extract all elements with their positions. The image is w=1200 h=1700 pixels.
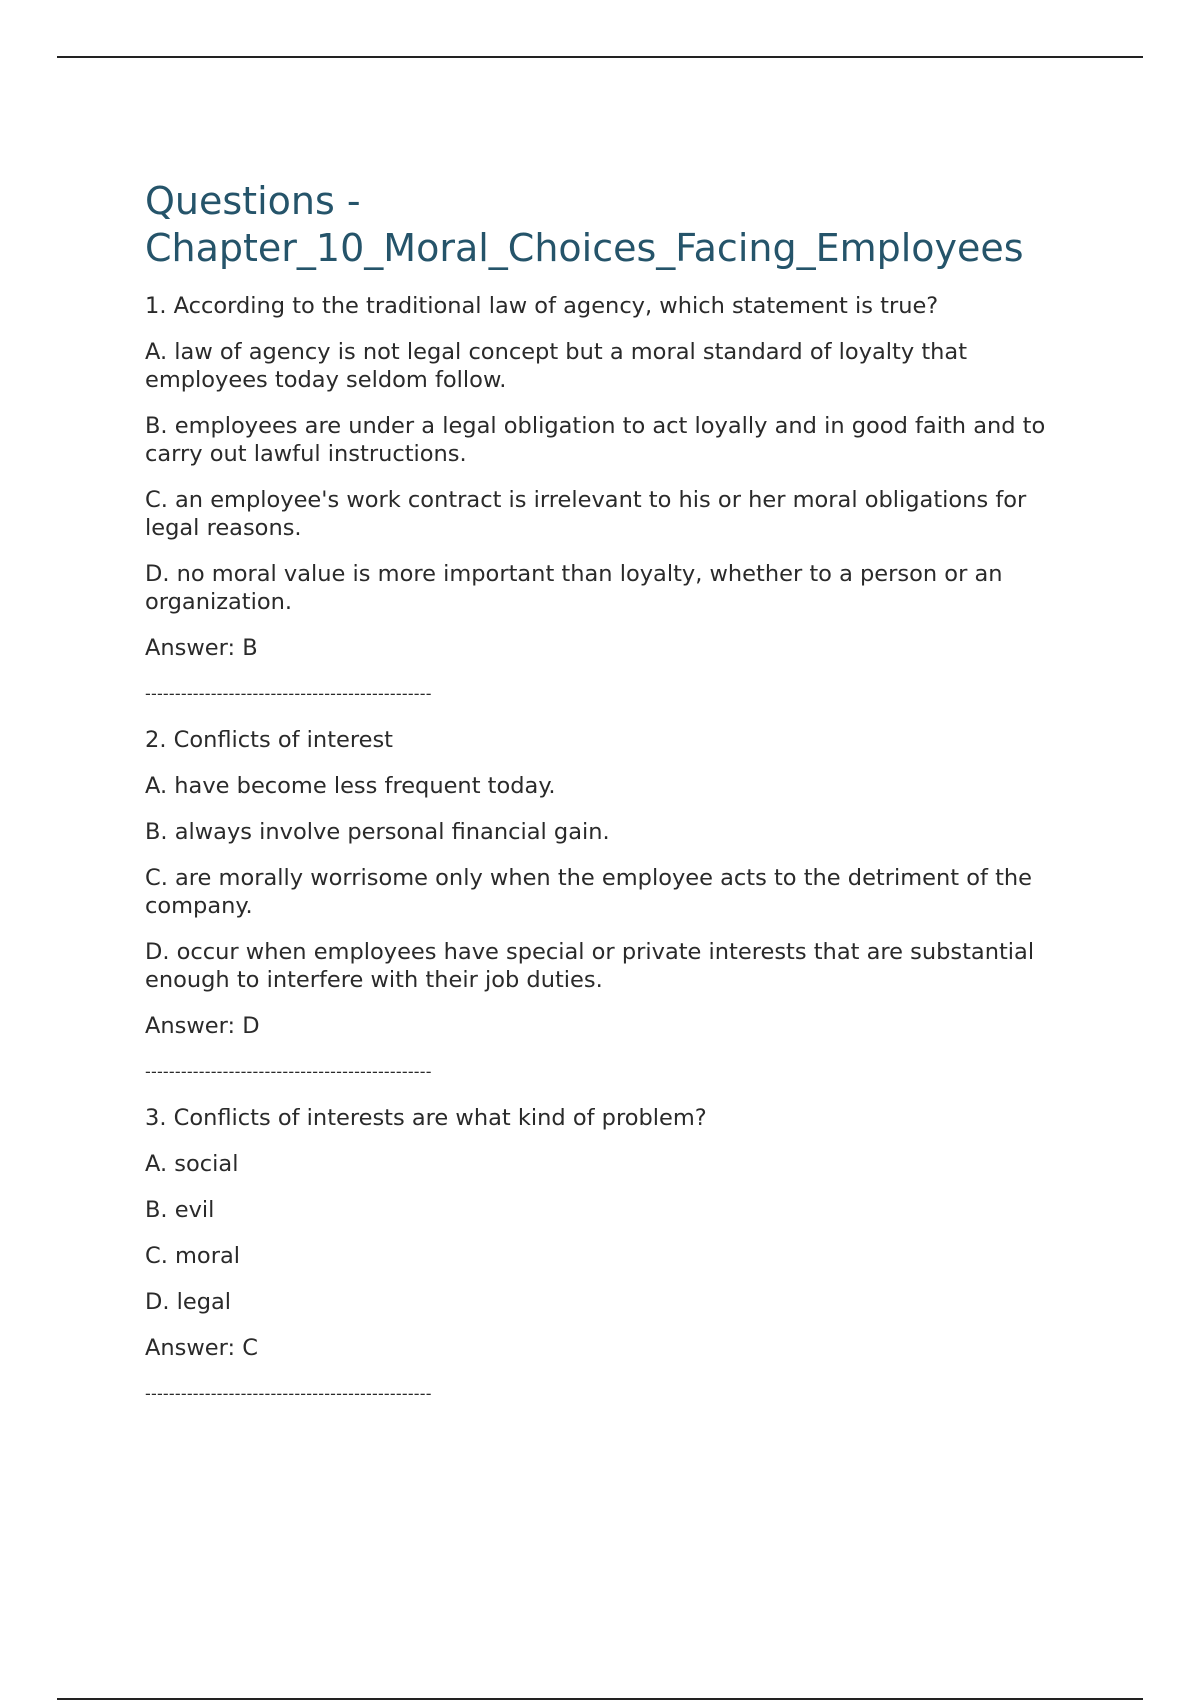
- separator-line: ------------------------------------------------: [145, 684, 432, 703]
- separator-line: ------------------------------------------------: [145, 1384, 432, 1403]
- question-block-2: [145, 726, 1085, 1086]
- option-c: C. moral: [145, 1243, 240, 1269]
- option-d: D. no moral value is more important than loyalty, whether to a person or an organization.: [145, 561, 1003, 615]
- option-d: D. legal: [145, 1289, 232, 1315]
- answer-text: Answer: C: [145, 1335, 258, 1361]
- separator-line: ------------------------------------------------: [145, 1062, 432, 1081]
- option-a: A. law of agency is not legal concept but a moral standard of loyalty that employees today seldom follow.: [145, 339, 968, 393]
- question-block-1: [145, 292, 1085, 708]
- option-b: B. employees are under a legal obligation to act loyally and in good faith and to carry out lawful instructions.: [145, 413, 1046, 467]
- option-a: A. have become less frequent today.: [145, 773, 556, 799]
- question-text: 3. Conflicts of interests are what kind of problem?: [145, 1105, 707, 1131]
- option-b: B. evil: [145, 1197, 215, 1223]
- page-title: Questions - Chapter_10_Moral_Choices_Facing_Employees: [145, 179, 1024, 270]
- answer-text: Answer: D: [145, 1013, 260, 1039]
- option-d: D. occur when employees have special or private interests that are substantial enough to interfere with their job duties.: [145, 939, 1035, 993]
- option-a: A. social: [145, 1151, 239, 1177]
- option-c: C. are morally worrisome only when the employee acts to the detriment of the company.: [145, 865, 1033, 919]
- option-c: C. an employee's work contract is irrelevant to his or her moral obligations for legal reasons.: [145, 487, 1027, 541]
- question-block-3: [145, 1104, 1085, 1408]
- question-text: 1. According to the traditional law of agency, which statement is true?: [145, 293, 939, 319]
- top-rule: [57, 56, 1143, 58]
- question-text: 2. Conflicts of interest: [145, 727, 394, 753]
- option-b: B. always involve personal financial gain.: [145, 819, 610, 845]
- document-body: [145, 178, 1085, 1426]
- answer-text: Answer: B: [145, 635, 258, 661]
